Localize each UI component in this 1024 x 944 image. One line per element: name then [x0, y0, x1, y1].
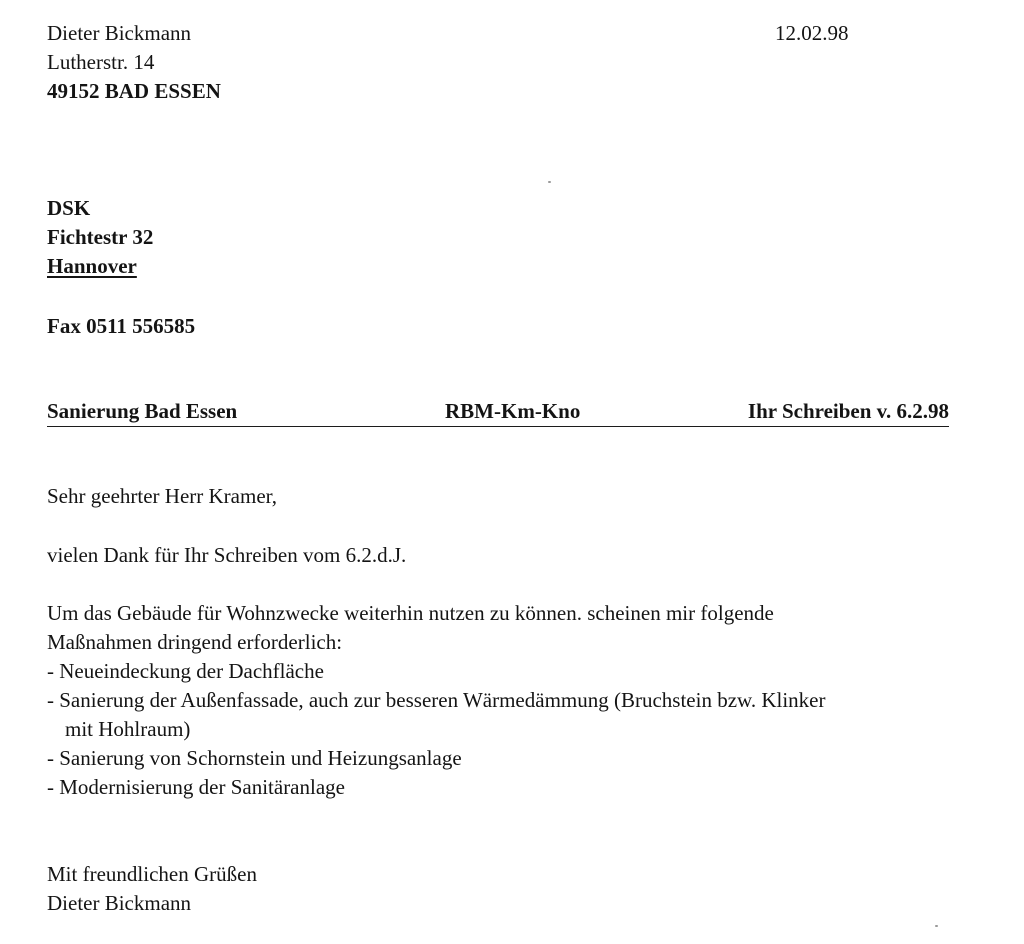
signature-name: Dieter Bickmann — [47, 891, 192, 915]
closing-block — [47, 860, 257, 918]
salutation: Sehr geehrter Herr Kramer, — [47, 484, 278, 508]
measure-item: - Sanierung der Außenfassade, auch zur besseren Wärmedämmung (Bruchstein bzw. Klinker — [47, 688, 826, 712]
sender-street: Lutherstr. 14 — [47, 50, 155, 74]
closing-phrase: Mit freundlichen Grüßen — [47, 862, 257, 886]
subject-reference: RBM-Km-Kno — [445, 399, 581, 423]
recipient-address — [47, 194, 153, 281]
thanks-paragraph: vielen Dank für Ihr Schreiben vom 6.2.d.J. — [47, 543, 407, 567]
measure-item-continuation: mit Hohlraum) — [65, 717, 191, 741]
measure-item: - Neueindeckung der Dachfläche — [47, 659, 324, 683]
letter-date: 12.02.98 — [775, 21, 849, 45]
scan-speck — [935, 925, 938, 927]
recipient-city: Hannover — [47, 254, 137, 278]
subject-topic: Sanierung Bad Essen — [47, 399, 238, 423]
recipient-street: Fichtestr 32 — [47, 225, 154, 249]
recipient-fax: Fax 0511 556585 — [47, 314, 196, 338]
scan-speck — [548, 181, 551, 183]
subject-your-letter: Ihr Schreiben v. 6.2.98 — [747, 399, 949, 423]
measure-item: - Modernisierung der Sanitäranlage — [47, 775, 345, 799]
measure-item: - Sanierung von Schornstein und Heizungsanlage — [47, 746, 462, 770]
body-paragraph — [47, 599, 826, 802]
sender-name: Dieter Bickmann — [47, 21, 192, 45]
subject-line — [47, 397, 949, 427]
sender-city: 49152 BAD ESSEN — [47, 79, 221, 103]
sender-address — [47, 19, 221, 106]
body-line: Um das Gebäude für Wohnzwecke weiterhin nutzen zu können. scheinen mir folgende — [47, 601, 774, 625]
body-line: Maßnahmen dringend erforderlich: — [47, 630, 343, 654]
recipient-org: DSK — [47, 196, 91, 220]
